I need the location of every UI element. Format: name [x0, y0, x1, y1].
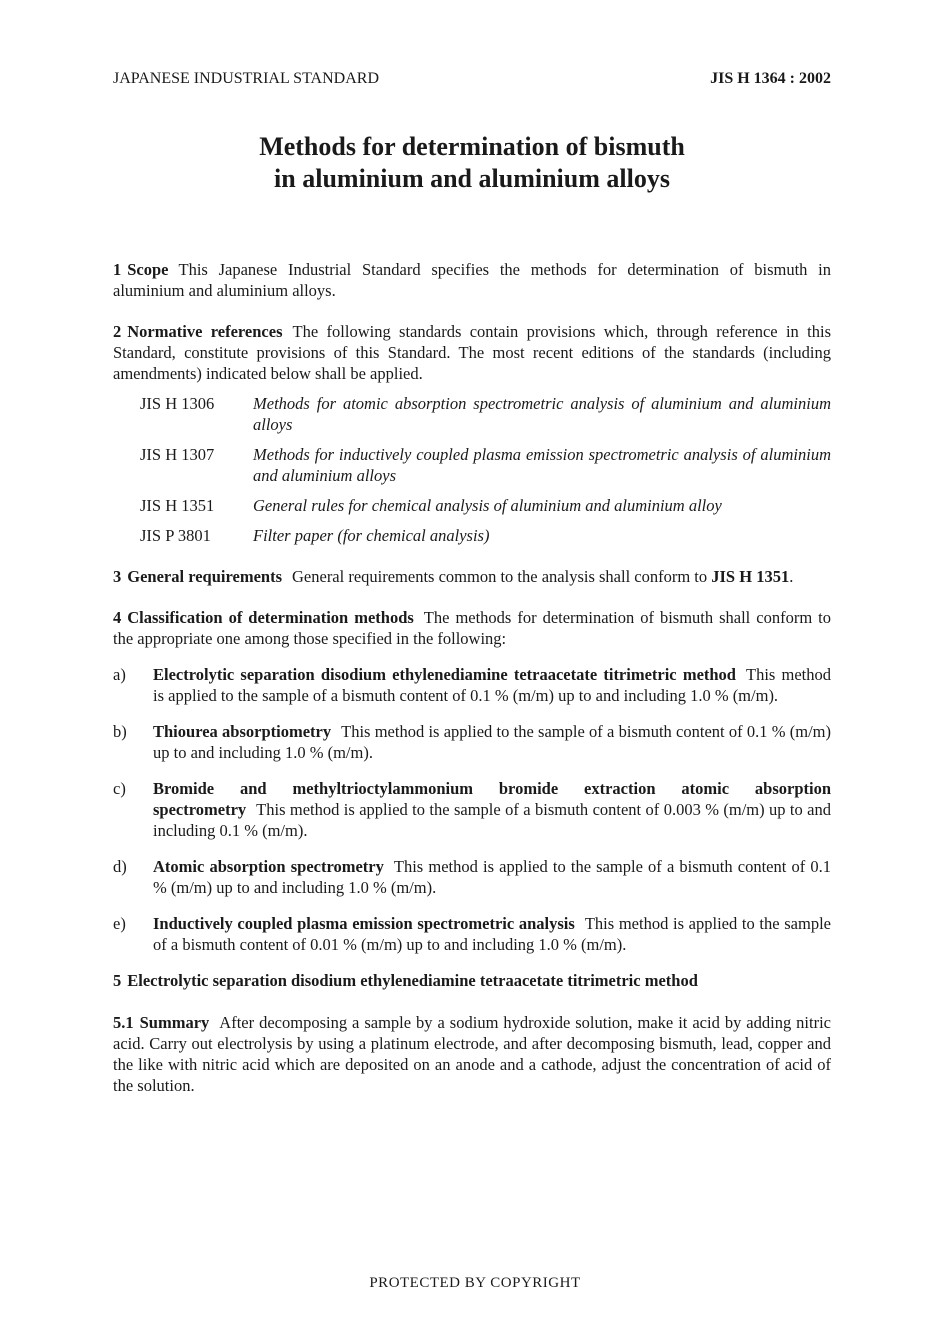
section-number: 2 — [113, 322, 122, 341]
reference-item — [113, 525, 831, 546]
document-body — [113, 259, 831, 1096]
section-text-end: . — [789, 567, 794, 586]
section-text: After decomposing a sample by a sodium hydroxide solution, make it acid by adding nitric acid. Carry out electrolysis by using a platinum electrode, and after decomposing bismuth, lead, copper and the like with nitric acid which are deposited on an anode and a cathode, adjust the concentration of acid of the solution. — [113, 1013, 831, 1095]
method-item — [113, 778, 831, 841]
reference-code: JIS H 1307 — [140, 445, 215, 464]
section-scope — [113, 259, 831, 301]
reference-item — [113, 495, 831, 516]
method-heading: Atomic absorption spectrometry — [153, 857, 384, 876]
section-text: The methods for determination of bismuth shall conform to the appropriate one among those specified in the following: — [113, 608, 831, 648]
reference-list — [113, 393, 831, 546]
reference-code: JIS P 3801 — [140, 526, 211, 545]
section-heading: Normative references — [127, 322, 283, 341]
section-number: 1 — [113, 260, 122, 279]
section-heading: General requirements — [127, 567, 282, 586]
method-description: This method is applied to the sample of a bismuth content of 0.1 % (m/m) up to and including 1.0 % (m/m). — [153, 665, 831, 705]
section-general-requirements — [113, 566, 831, 587]
method-description: This method is applied to the sample of a bismuth content of 0.1 % (m/m) up to and including 1.0 % (m/m). — [153, 857, 831, 897]
reference-code: JIS H 1306 — [140, 394, 215, 413]
method-item — [113, 664, 831, 706]
section-heading: Classification of determination methods — [127, 608, 414, 627]
method-label: d) — [113, 857, 127, 876]
method-text — [153, 913, 831, 955]
section-text: The following standards contain provisions which, through reference in this Standard, constitute provisions of this Standard. The most recent editions of the standards (including amendments) indicated below shall be applied. — [113, 322, 831, 383]
reference-code: JIS H 1351 — [140, 496, 215, 515]
section-number: 5 — [113, 971, 122, 990]
section-heading: Summary — [139, 1013, 210, 1032]
section-number: 5.1 — [113, 1013, 134, 1032]
title-line-2: in aluminium and aluminium alloys — [274, 164, 670, 193]
method-heading: Bromide and methyltrioctylammonium bromide extraction atomic absorption spectrometry — [153, 779, 831, 819]
method-item — [113, 913, 831, 955]
method-description: This method is applied to the sample of a bismuth content of 0.003 % (m/m) up to and including 0.1 % (m/m). — [153, 800, 831, 840]
method-heading: Electrolytic separation disodium ethylenediamine tetraacetate titrimetric method — [153, 665, 736, 684]
method-text — [153, 856, 831, 898]
reference-title: Methods for atomic absorption spectrometric analysis of aluminium and aluminium alloys — [253, 394, 831, 434]
section-number: 3 — [113, 567, 122, 586]
method-item — [113, 856, 831, 898]
section-reference: JIS H 1351 — [711, 567, 790, 586]
section-text: General requirements common to the analysis shall conform to — [292, 567, 708, 586]
section-number: 4 — [113, 608, 122, 627]
reference-item — [113, 393, 831, 435]
page-header — [113, 70, 831, 88]
method-text — [153, 721, 831, 763]
method-label: a) — [113, 665, 126, 684]
reference-title: General rules for chemical analysis of aluminium and aluminium alloy — [253, 496, 722, 515]
method-item — [113, 721, 831, 763]
section-5-heading — [113, 970, 831, 991]
method-text — [153, 664, 831, 706]
section-summary — [113, 1012, 831, 1096]
section-normative-references — [113, 321, 831, 546]
standard-number: JIS H 1364 : 2002 — [710, 70, 831, 87]
method-label: c) — [113, 779, 126, 798]
section-paragraph — [113, 321, 831, 384]
method-description: This method is applied to the sample of a bismuth content of 0.01 % (m/m) up to and including 1.0 % (m/m). — [153, 914, 831, 954]
method-text — [153, 778, 831, 841]
standard-org: JAPANESE INDUSTRIAL STANDARD — [113, 70, 379, 87]
section-heading: Scope — [127, 260, 169, 279]
reference-title: Methods for inductively coupled plasma emission spectrometric analysis of aluminium and aluminium alloys — [253, 445, 831, 485]
method-heading: Inductively coupled plasma emission spectrometric analysis — [153, 914, 575, 933]
method-description: This method is applied to the sample of a bismuth content of 0.1 % (m/m) up to and including 1.0 % (m/m). — [153, 722, 832, 762]
method-label: b) — [113, 722, 127, 741]
copyright-footer: PROTECTED BY COPYRIGHT — [369, 1275, 581, 1291]
section-text: This Japanese Industrial Standard specifies the methods for determination of bismuth in aluminium and aluminium alloys. — [113, 260, 831, 300]
method-label: e) — [113, 914, 126, 933]
section-classification — [113, 607, 831, 955]
method-heading: Thiourea absorptiometry — [153, 722, 332, 741]
method-list — [113, 664, 831, 955]
reference-item — [113, 444, 831, 486]
document-title — [113, 131, 831, 195]
reference-title: Filter paper (for chemical analysis) — [253, 526, 490, 545]
title-line-1: Methods for determination of bismuth — [259, 132, 685, 161]
section-paragraph — [113, 607, 831, 649]
section-heading: Electrolytic separation disodium ethylenediamine tetraacetate titrimetric method — [127, 971, 698, 990]
